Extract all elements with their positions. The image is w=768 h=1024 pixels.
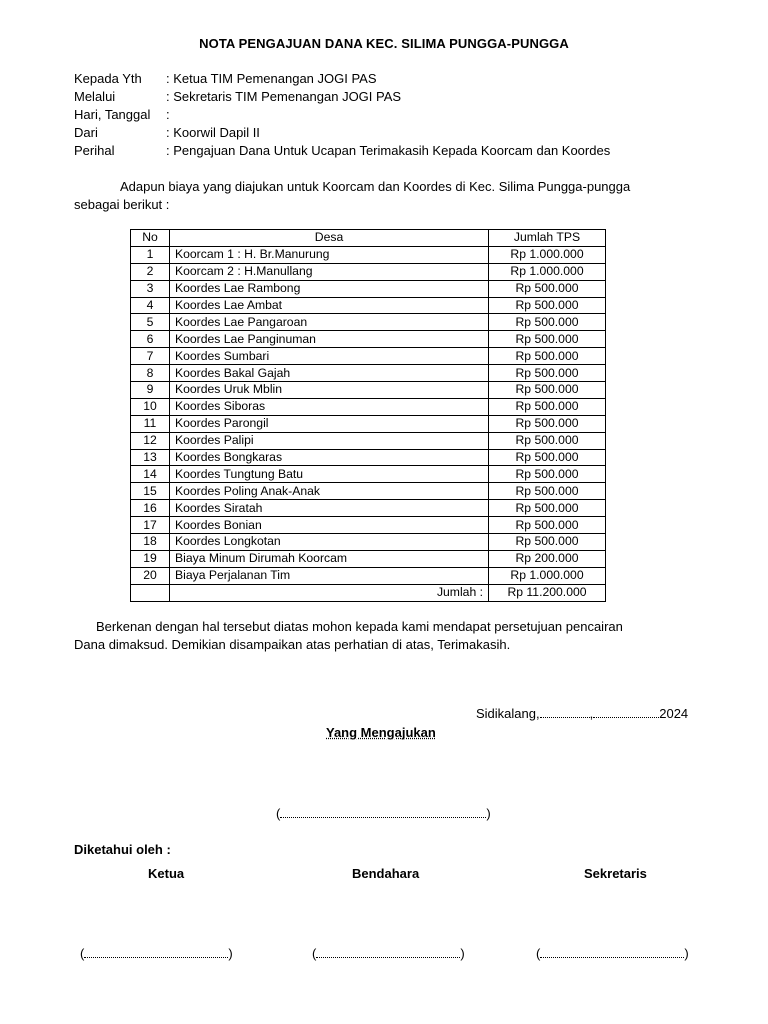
cell-jumlah: Rp 500.000 [489,382,606,399]
cell-no: 5 [131,314,170,331]
col-header-jumlah: Jumlah TPS [489,230,606,247]
signer-bendahara: Bendahara [352,866,420,881]
cell-desa: Koordes Bakal Gajah [170,365,489,382]
cell-jumlah: Rp 500.000 [489,432,606,449]
table-row [131,246,606,263]
cell-jumlah: Rp 500.000 [489,534,606,551]
header-value: : Koorwil Dapil II [166,125,260,140]
cell-desa: Biaya Perjalanan Tim [170,567,489,584]
header-row [74,107,170,122]
closing-line-1: Berkenan dengan hal tersebut diatas mohon kepada kami mendapat persetujuan pencairan [96,619,623,634]
cell-desa: Koorcam 2 : H.Manullang [170,263,489,280]
table-row [131,263,606,280]
header-row [74,71,377,86]
cell-no: 8 [131,365,170,382]
budget-table [130,229,606,602]
total-empty-cell [131,584,170,601]
table-row [131,382,606,399]
paren-open: ( [536,946,541,961]
cell-no: 12 [131,432,170,449]
table-row [131,348,606,365]
submitter-title: Yang Mengajukan [326,725,436,740]
paren-close: ) [228,946,233,961]
cell-desa: Koordes Lae Panginuman [170,331,489,348]
table-row [131,432,606,449]
cell-desa: Biaya Minum Dirumah Koorcam [170,550,489,567]
table-row [131,398,606,415]
cell-desa: Koordes Tungtung Batu [170,466,489,483]
cell-jumlah: Rp 500.000 [489,280,606,297]
header-label: Hari, Tanggal [74,107,151,122]
cell-jumlah: Rp 500.000 [489,331,606,348]
place-date [476,706,688,721]
cell-no: 14 [131,466,170,483]
cell-no: 7 [131,348,170,365]
acknowledged-by-label: Diketahui oleh : [74,842,171,857]
cell-jumlah: Rp 200.000 [489,550,606,567]
header-label: Melalui [74,89,116,104]
cell-desa: Koordes Poling Anak-Anak [170,483,489,500]
date-comma: , [589,706,594,721]
cell-jumlah: Rp 500.000 [489,415,606,432]
paren-open: ( [312,946,317,961]
paren-close: ) [684,946,689,961]
date-year: 2024 [659,706,689,721]
sekretaris-signature-line [536,946,689,961]
cell-desa: Koordes Bongkaras [170,449,489,466]
cell-jumlah: Rp 500.000 [489,297,606,314]
signature-blank [280,807,486,818]
signature-blank [84,947,228,958]
cell-no: 9 [131,382,170,399]
cell-no: 13 [131,449,170,466]
header-value: : Sekretaris TIM Pemenangan JOGI PAS [166,89,402,104]
cell-no: 16 [131,500,170,517]
cell-jumlah: Rp 500.000 [489,365,606,382]
cell-no: 17 [131,517,170,534]
cell-jumlah: Rp 500.000 [489,398,606,415]
document-title: NOTA PENGAJUAN DANA KEC. SILIMA PUNGGA-PUNGGA [199,36,569,51]
table-row [131,314,606,331]
cell-desa: Koordes Lae Pangaroan [170,314,489,331]
table-row [131,466,606,483]
table-row [131,567,606,584]
paren-open: ( [80,946,85,961]
cell-desa: Koordes Lae Rambong [170,280,489,297]
header-label: Perihal [74,143,115,158]
header-row [74,125,260,140]
table-row [131,534,606,551]
signature-blank [316,947,460,958]
table-row [131,415,606,432]
header-label: Dari [74,125,98,140]
cell-no: 3 [131,280,170,297]
cell-desa: Koorcam 1 : H. Br.Manurung [170,246,489,263]
table-row [131,550,606,567]
bendahara-signature-line [312,946,465,961]
paren-open: ( [276,806,281,821]
cell-desa: Koordes Parongil [170,415,489,432]
header-value: : [166,107,170,122]
cell-desa: Koordes Siboras [170,398,489,415]
signer-sekretaris: Sekretaris [584,866,647,881]
cell-desa: Koordes Palipi [170,432,489,449]
table-row [131,449,606,466]
signer-ketua: Ketua [148,866,185,881]
cell-no: 6 [131,331,170,348]
table-row [131,517,606,534]
cell-jumlah: Rp 500.000 [489,517,606,534]
total-value: Rp 11.200.000 [489,584,606,601]
cell-no: 2 [131,263,170,280]
table-total-row [131,584,606,601]
cell-jumlah: Rp 500.000 [489,348,606,365]
cell-no: 11 [131,415,170,432]
cell-desa: Koordes Bonian [170,517,489,534]
ketua-signature-line [80,946,233,961]
cell-jumlah: Rp 500.000 [489,449,606,466]
cell-desa: Koordes Sumbari [170,348,489,365]
header-value: : Ketua TIM Pemenangan JOGI PAS [166,71,377,86]
cell-no: 15 [131,483,170,500]
intro-line-2: sebagai berikut : [74,197,170,212]
cell-no: 10 [131,398,170,415]
total-label: Jumlah : [170,584,489,601]
header-value: : Pengajuan Dana Untuk Ucapan Terimakasih Kepada Koorcam dan Koordes [166,143,611,158]
table-row [131,365,606,382]
cell-desa: Koordes Siratah [170,500,489,517]
table-row [131,280,606,297]
table-header-row [131,230,606,247]
header-label: Kepada Yth [74,71,142,86]
date-day-blank [540,707,590,718]
cell-jumlah: Rp 1.000.000 [489,246,606,263]
cell-jumlah: Rp 500.000 [489,466,606,483]
cell-desa: Koordes Lae Ambat [170,297,489,314]
cell-jumlah: Rp 500.000 [489,483,606,500]
cell-no: 18 [131,534,170,551]
cell-no: 19 [131,550,170,567]
cell-jumlah: Rp 500.000 [489,500,606,517]
closing-line-2: Dana dimaksud. Demikian disampaikan atas perhatian di atas, Terimakasih. [74,637,511,652]
intro-line-1: Adapun biaya yang diajukan untuk Koorcam dan Koordes di Kec. Silima Pungga-pungga [120,179,631,194]
table-row [131,500,606,517]
table-row [131,297,606,314]
paren-close: ) [460,946,465,961]
cell-no: 1 [131,246,170,263]
cell-jumlah: Rp 500.000 [489,314,606,331]
cell-desa: Koordes Uruk Mblin [170,382,489,399]
signature-blank [540,947,684,958]
date-month-blank [593,707,659,718]
cell-jumlah: Rp 1.000.000 [489,567,606,584]
place-name: Sidikalang, [476,706,540,721]
cell-desa: Koordes Longkotan [170,534,489,551]
col-header-no: No [131,230,170,247]
cell-no: 20 [131,567,170,584]
paren-close: ) [486,806,491,821]
table-row [131,331,606,348]
table-row [131,483,606,500]
submitter-signature-line [276,806,491,821]
cell-jumlah: Rp 1.000.000 [489,263,606,280]
header-row [74,89,401,104]
col-header-desa: Desa [170,230,489,247]
header-row [74,143,610,158]
cell-no: 4 [131,297,170,314]
